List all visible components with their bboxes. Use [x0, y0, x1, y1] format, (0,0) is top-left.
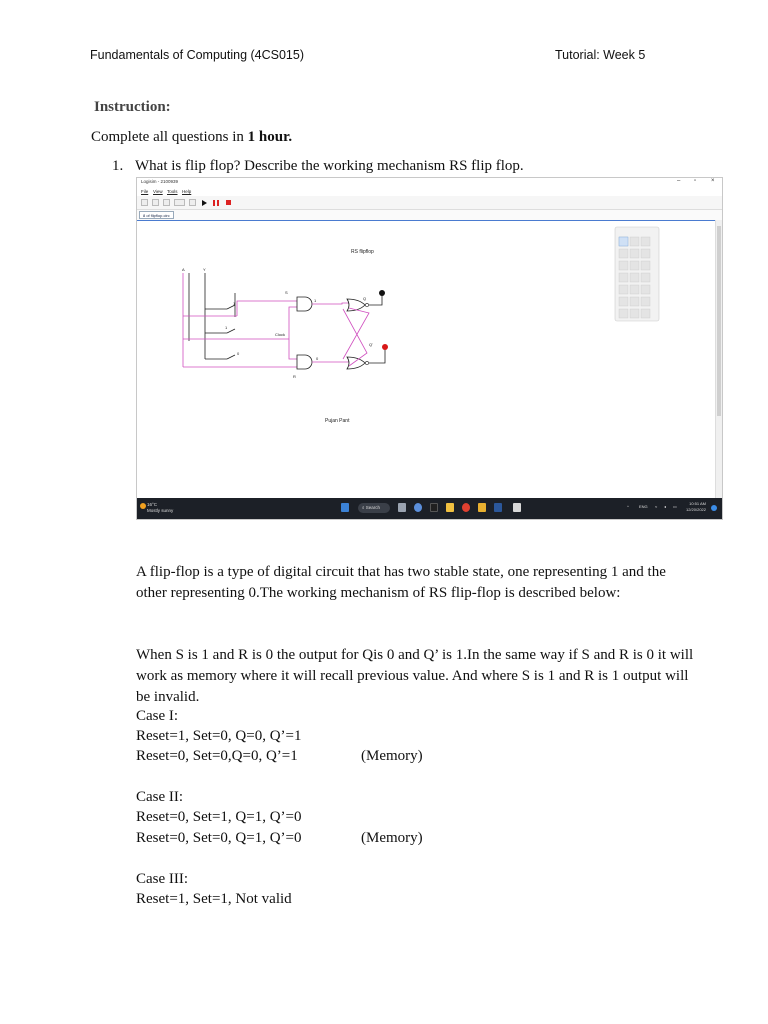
weather-temp: 16°C [147, 502, 158, 507]
taskbar-search[interactable] [358, 503, 390, 513]
circuit-author: Pujan Pant [325, 418, 350, 424]
wire-clock-and-bottom [289, 339, 297, 359]
circuit-canvas[interactable] [137, 220, 717, 500]
search-label: Search [365, 505, 381, 510]
case1-memory-note: (Memory) [361, 748, 423, 764]
answer-description: When S is 1 and R is 0 the output for Qis 0 and Q’ is 1.In the same way if S and R is 0 it will work as memory where it will recall previous value. And where S is 1 and R is 1 output will be invalid. [136, 647, 694, 705]
case2-title: Case II: [136, 789, 184, 805]
instruction-heading: Instruction: [94, 99, 171, 115]
case1-line1: Reset=1, Set=0, Q=0, Q’=1 [136, 728, 302, 744]
circuit-title: RS flipflop [351, 249, 374, 255]
case3-line1: Reset=1, Set=1, Not valid [136, 891, 292, 907]
wire-and-nor-top [312, 303, 349, 304]
wire-q-out [369, 294, 382, 305]
chat-icon[interactable] [414, 503, 422, 512]
question-1 [112, 158, 524, 175]
case2-line2: Reset=0, Set=0, Q=1, Q’=0 [136, 830, 302, 846]
gate-icon[interactable] [174, 199, 185, 206]
tutorial-week: Tutorial: Week 5 [555, 48, 646, 62]
wire-s-and [237, 301, 297, 316]
and-gate-top [297, 297, 312, 311]
word-icon[interactable] [494, 503, 502, 512]
palette-buttons [619, 237, 650, 318]
tab-circuit[interactable]: 8 of flipflop.circ [139, 211, 174, 219]
vertical-scrollbar[interactable] [715, 220, 722, 500]
wifi-icon[interactable]: ≈ [655, 504, 658, 509]
logisim-screenshot [136, 177, 723, 520]
instruction-text [91, 129, 292, 146]
start-icon[interactable] [341, 503, 349, 512]
menu-help[interactable]: Help [182, 189, 192, 194]
chrome-icon[interactable] [462, 503, 470, 512]
logisim-icon[interactable] [513, 503, 521, 512]
case2-memory-note: (Memory) [361, 830, 423, 846]
switch-r [227, 355, 235, 359]
nor-top-bubble [365, 303, 368, 306]
instruction-time: 1 hour. [247, 129, 293, 145]
play-icon[interactable] [202, 200, 207, 206]
label-q: Q [363, 296, 367, 301]
label-s: S [285, 290, 288, 295]
tab-row [137, 210, 722, 220]
weather-icon[interactable] [140, 503, 146, 509]
led-q [379, 290, 385, 296]
battery-icon[interactable]: ▭ [673, 504, 677, 509]
and-top-value: 1 [314, 298, 317, 303]
question-number: 1. [112, 158, 124, 174]
switch-s-value: 1 [233, 301, 236, 306]
case1-line2: Reset=0, Set=0,Q=0, Q’=1 [136, 748, 298, 764]
search-icon: ⌕ [362, 505, 365, 510]
menu-file[interactable]: File [141, 189, 149, 194]
menu-tools[interactable]: Tools [167, 189, 178, 194]
folder-icon[interactable] [478, 503, 486, 512]
clock-date: 12/20/2022 [685, 507, 706, 512]
menu-view[interactable]: View [153, 189, 163, 194]
palette-selected [619, 237, 628, 246]
taskbar-clock[interactable] [686, 501, 706, 513]
window-title: Logisim - 2100939 [141, 179, 179, 184]
terminal-icon[interactable] [430, 503, 438, 512]
menu-bar [137, 188, 722, 196]
and-gate-bottom [297, 355, 312, 369]
pin-label-y: Y [203, 267, 206, 272]
weather-desc: Mostly sunny [147, 508, 174, 513]
and-bottom-value: 0 [316, 356, 319, 361]
stop-icon[interactable] [226, 200, 231, 205]
label-q-bar: Q' [369, 342, 373, 347]
answer-intro: A flip-flop is a type of digital circuit that has two stable state, one representing 1 and the other representing 0.The working mechanism of RS flip-flop is described below: [136, 564, 666, 601]
course-title: Fundamentals of Computing (4CS015) [90, 48, 305, 62]
question-text: What is flip flop? Describe the working mechanism RS flip flop. [135, 158, 524, 174]
windows-taskbar [137, 498, 722, 519]
volume-icon[interactable]: ◂ [664, 504, 667, 509]
scrollbar-thumb[interactable] [717, 226, 721, 416]
pin-label-a: A [182, 267, 185, 272]
open-icon[interactable] [152, 199, 159, 206]
pause-icon[interactable] [213, 200, 219, 206]
lang-indicator[interactable]: ENG [639, 504, 648, 509]
switch-clock [227, 329, 235, 333]
weather-widget[interactable] [147, 502, 173, 514]
led-q-bar [382, 344, 388, 350]
maximize-icon[interactable]: ▫ [694, 178, 697, 184]
save-icon[interactable] [163, 199, 170, 206]
task-view-icon[interactable] [398, 503, 406, 512]
window-titlebar [137, 178, 722, 188]
nor-bottom-bubble [365, 361, 368, 364]
case3-title: Case III: [136, 871, 189, 887]
notification-icon[interactable] [711, 505, 717, 511]
case2-line1: Reset=0, Set=1, Q=1, Q’=0 [136, 809, 302, 825]
minimize-icon[interactable]: – [677, 178, 681, 184]
new-icon[interactable] [141, 199, 148, 206]
nor-gate-bottom [347, 357, 365, 369]
instruction-prefix: Complete all questions in [91, 129, 248, 145]
case1-title: Case I: [136, 708, 179, 724]
circuit-diagram [137, 221, 717, 501]
wire-qbar-out [369, 349, 385, 363]
label-r: R [293, 374, 296, 379]
file-explorer-icon[interactable] [446, 503, 454, 512]
wire-clock-and-top [237, 307, 297, 339]
switch-r-value: 0 [237, 351, 240, 356]
clock-time: 10:51 AM [689, 501, 706, 506]
label-clock: Clock [275, 332, 286, 337]
close-icon[interactable]: × [711, 178, 715, 184]
tray-chevron-icon[interactable]: ^ [627, 504, 629, 509]
select-icon[interactable] [189, 199, 196, 206]
switch-clock-value: 1 [225, 325, 228, 330]
toolbar [137, 196, 722, 210]
